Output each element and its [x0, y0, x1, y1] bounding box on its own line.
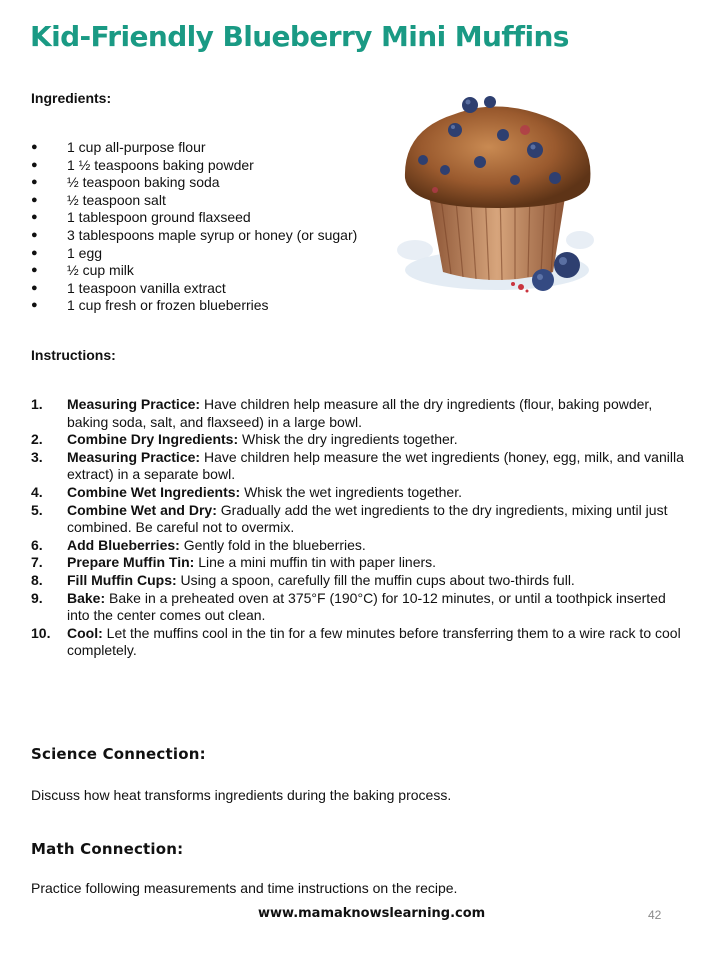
step-number: 8. — [31, 571, 43, 588]
ingredients-list — [31, 139, 357, 315]
step-text: Whisk the dry ingredients together. — [238, 431, 458, 448]
ingredients-heading: Ingredients: — [31, 90, 112, 106]
bullet-icon: ● — [31, 246, 38, 259]
list-item — [31, 262, 357, 280]
ingredient-text: 1 cup all-purpose flour — [67, 139, 206, 155]
instructions-list — [31, 396, 691, 660]
step-text: Let the muffins cool in the tin for a few minutes before transferring them to a wire rack to cool completely. — [67, 624, 681, 659]
step-label: Combine Wet Ingredients: — [67, 483, 241, 500]
list-item — [31, 572, 691, 590]
footer-website: www.mamaknowslearning.com — [258, 906, 486, 921]
bullet-icon: ● — [31, 176, 38, 189]
step-number: 1. — [31, 396, 43, 412]
step-label: Cool: — [67, 624, 103, 641]
list-item — [31, 280, 357, 298]
math-connection-heading: Math Connection: — [31, 840, 184, 858]
science-connection-text: Discuss how heat transforms ingredients during the baking process. — [31, 787, 452, 803]
step-number: 6. — [31, 536, 43, 553]
list-item — [31, 431, 691, 449]
step-number: 7. — [31, 554, 43, 571]
step-number: 4. — [31, 483, 43, 500]
step-text: Gently fold in the blueberries. — [179, 536, 366, 553]
science-connection-heading: Science Connection: — [31, 745, 206, 763]
step-label: Combine Dry Ingredients: — [67, 431, 239, 448]
list-item — [31, 484, 691, 502]
step-label: Measuring Practice: — [67, 448, 201, 465]
ingredient-text: ½ teaspoon baking soda — [67, 174, 220, 191]
step-number: 2. — [31, 431, 43, 448]
ingredient-text: 1 egg — [67, 244, 103, 261]
ingredient-text: ½ cup milk — [67, 262, 134, 279]
bullet-icon: ● — [31, 193, 38, 206]
bullet-icon: ● — [31, 299, 38, 312]
ingredient-text: 1 ½ teaspoons baking powder — [67, 156, 254, 173]
list-item — [31, 554, 691, 572]
step-number: 5. — [31, 501, 43, 518]
step-label: Combine Wet and Dry: — [67, 501, 217, 518]
math-connection-text: Practice following measurements and time instructions on the recipe. — [31, 880, 458, 896]
bullet-icon: ● — [31, 211, 38, 224]
list-item — [31, 537, 691, 555]
list-item — [31, 227, 357, 245]
step-label: Measuring Practice: — [67, 396, 201, 412]
ingredient-text: 3 tablespoons maple syrup or honey (or sugar) — [67, 226, 358, 243]
step-label: Prepare Muffin Tin: — [67, 554, 195, 571]
step-text: Whisk the wet ingredients together. — [240, 483, 462, 500]
list-item — [31, 449, 691, 484]
muffin-illustration — [385, 90, 610, 305]
list-item — [31, 502, 691, 537]
step-label: Fill Muffin Cups: — [67, 571, 177, 588]
list-item — [31, 297, 357, 315]
page-number: 42 — [648, 908, 662, 922]
bullet-icon: ● — [31, 158, 38, 171]
step-number: 10. — [31, 624, 51, 641]
ingredient-text: 1 teaspoon vanilla extract — [67, 279, 226, 296]
step-number: 9. — [31, 589, 43, 606]
bullet-icon: ● — [31, 141, 38, 153]
list-item — [31, 139, 357, 157]
step-number: 3. — [31, 448, 43, 465]
bullet-icon: ● — [31, 264, 38, 277]
step-text: Have children help measure the wet ingredients (honey, egg, milk, and vanilla extract) in a separate bowl. — [67, 448, 684, 483]
step-text: Gradually add the wet ingredients to the dry ingredients, mixing until just combined. Be careful not to overmix. — [67, 501, 668, 536]
step-label: Add Blueberries: — [67, 536, 180, 553]
step-label: Bake: — [67, 589, 106, 606]
ingredient-text: ½ teaspoon salt — [67, 191, 166, 208]
step-text: Using a spoon, carefully fill the muffin cups about two-thirds full. — [176, 571, 575, 588]
instructions-heading: Instructions: — [31, 347, 116, 363]
bullet-icon: ● — [31, 228, 38, 241]
ingredient-text: 1 tablespoon ground flaxseed — [67, 209, 251, 226]
step-text: Bake in a preheated oven at 375°F (190°C) for 10-12 minutes, or until a toothpick inserted into the center comes out clean. — [67, 589, 666, 624]
ingredient-text: 1 cup fresh or frozen blueberries — [67, 297, 269, 314]
list-item — [31, 209, 357, 227]
bullet-icon: ● — [31, 281, 38, 294]
page-title: Kid-Friendly Blueberry Mini Muffins — [30, 20, 569, 53]
list-item — [31, 590, 691, 625]
list-item — [31, 625, 691, 660]
list-item — [31, 174, 357, 192]
step-text: Have children help measure all the dry ingredients (flour, baking powder, baking soda, salt, and flaxseed) in a large bowl. — [67, 396, 653, 430]
list-item — [31, 245, 357, 263]
step-text: Line a mini muffin tin with paper liners. — [194, 554, 437, 571]
list-item — [31, 396, 691, 431]
list-item — [31, 157, 357, 175]
list-item — [31, 192, 357, 210]
